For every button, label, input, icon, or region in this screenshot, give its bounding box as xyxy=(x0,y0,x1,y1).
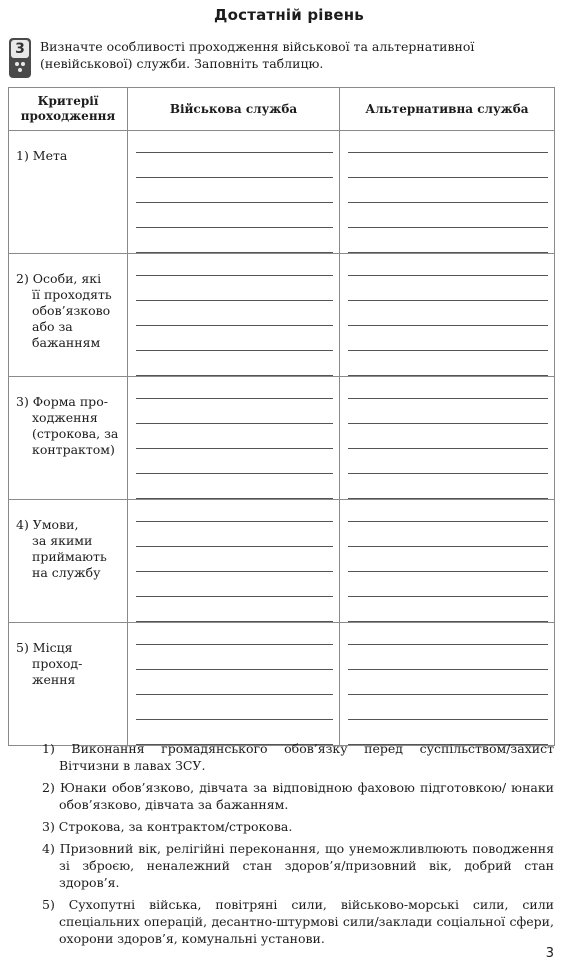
answer-line[interactable] xyxy=(348,645,548,670)
task-number-badge xyxy=(9,38,31,78)
page-number: 3 xyxy=(545,946,554,961)
criterion-text: 4) Умови, xyxy=(16,517,79,532)
answer-line[interactable] xyxy=(348,695,548,720)
answer-line[interactable] xyxy=(348,228,548,253)
answer-line[interactable] xyxy=(136,326,333,351)
answer-list xyxy=(42,740,554,952)
criterion-text: (строкова, за xyxy=(32,426,119,441)
answer-line[interactable] xyxy=(348,399,548,424)
criterion-cell xyxy=(9,500,128,623)
answer-line[interactable] xyxy=(136,399,333,424)
answer-line[interactable] xyxy=(136,695,333,720)
answer-line[interactable] xyxy=(348,670,548,695)
writing-lines xyxy=(340,377,554,499)
writing-lines xyxy=(340,500,554,622)
writing-lines xyxy=(340,254,554,376)
header-military-service: Військова служба xyxy=(128,88,340,131)
answer-line[interactable] xyxy=(136,178,333,203)
criterion-text: 5) Місця xyxy=(16,640,73,655)
criterion-text: ходження xyxy=(32,410,98,425)
criterion-text: контрактом) xyxy=(32,442,115,457)
answer-line[interactable] xyxy=(348,153,548,178)
answer-line[interactable] xyxy=(136,547,333,572)
criterion-text: 2) Особи, які xyxy=(16,271,102,286)
answer-line[interactable] xyxy=(348,449,548,474)
criterion-text: 1) Мета xyxy=(16,148,68,163)
answer-line[interactable] xyxy=(136,597,333,622)
writing-lines xyxy=(128,131,339,253)
criterion-text: бажанням xyxy=(32,335,101,350)
criterion-text: проход- xyxy=(32,656,83,671)
military-answer-cell[interactable] xyxy=(128,500,340,623)
answer-line[interactable] xyxy=(348,547,548,572)
answer-line[interactable] xyxy=(348,522,548,547)
answer-line[interactable] xyxy=(136,153,333,178)
table-row xyxy=(9,500,555,623)
military-answer-cell[interactable] xyxy=(128,131,340,254)
table-row xyxy=(9,254,555,377)
answer-item: 4) Призовний вік, релігійні переконання, що унеможливлюють поводження зі зброєю, неналежний стан здоров’я/призовний вік, добрий стан здоров’я. xyxy=(42,841,554,890)
military-answer-cell[interactable] xyxy=(128,623,340,746)
criterion-cell xyxy=(9,377,128,500)
answer-item: 2) Юнаки обов’язково, дівчата за відповідною фаховою підготовкою/ юнаки обов’язково, дівчата за бажанням. xyxy=(42,780,554,812)
writing-lines xyxy=(340,623,554,745)
alternative-answer-cell[interactable] xyxy=(340,377,555,500)
criterion-text: її проходять xyxy=(32,287,112,302)
task-number: 3 xyxy=(11,40,29,58)
table-row xyxy=(9,623,555,746)
table-row xyxy=(9,377,555,500)
answer-line[interactable] xyxy=(348,597,548,622)
answer-line[interactable] xyxy=(136,474,333,499)
answer-item: 5) Сухопутні війська, повітряні сили, військово-морські сили, сили спеціальних операцій, десантно-штурмові сили/заклади соціальної сфери, охорони здоров’я, комунальні установи. xyxy=(42,897,554,946)
criterion-cell xyxy=(9,131,128,254)
writing-lines xyxy=(128,254,339,376)
criterion-text: 3) Форма про- xyxy=(16,394,108,409)
answer-line[interactable] xyxy=(136,203,333,228)
criterion-text: або за xyxy=(32,319,73,334)
answer-line[interactable] xyxy=(136,522,333,547)
answer-line[interactable] xyxy=(348,351,548,376)
answer-line[interactable] xyxy=(136,228,333,253)
alternative-answer-cell[interactable] xyxy=(340,131,555,254)
answer-line[interactable] xyxy=(348,178,548,203)
answer-line[interactable] xyxy=(348,326,548,351)
answer-line[interactable] xyxy=(348,474,548,499)
table-header-row xyxy=(9,88,555,131)
task-instruction: Визначте особливості проходження військової та альтернативної (невійськової) служби. Заповніть таблицю. xyxy=(40,39,475,71)
writing-lines xyxy=(128,377,339,499)
answer-line[interactable] xyxy=(136,670,333,695)
answer-line[interactable] xyxy=(136,276,333,301)
answer-line[interactable] xyxy=(348,203,548,228)
answer-line[interactable] xyxy=(348,572,548,597)
writing-lines xyxy=(340,131,554,253)
criterion-cell xyxy=(9,623,128,746)
answer-line[interactable] xyxy=(348,424,548,449)
criterion-text: ження xyxy=(32,672,76,687)
header-alternative-service: Альтернативна служба xyxy=(340,88,555,131)
header-criteria: Критерії проходження xyxy=(9,88,128,131)
answer-line[interactable] xyxy=(136,351,333,376)
answer-line[interactable] xyxy=(136,424,333,449)
alternative-answer-cell[interactable] xyxy=(340,254,555,377)
criteria-table xyxy=(8,87,555,746)
answer-line[interactable] xyxy=(348,301,548,326)
alternative-answer-cell[interactable] xyxy=(340,623,555,746)
answer-line[interactable] xyxy=(348,276,548,301)
criterion-cell xyxy=(9,254,128,377)
answer-line[interactable] xyxy=(136,572,333,597)
criterion-text: за якими xyxy=(32,533,93,548)
writing-lines xyxy=(128,500,339,622)
criterion-text: приймають xyxy=(32,549,107,564)
page-title: Достатній рівень xyxy=(214,6,364,24)
answer-line[interactable] xyxy=(136,645,333,670)
answer-item: 1) Виконання громадянського обов’язку перед суспільством/захист Вітчизни в лавах ЗСУ. xyxy=(42,741,554,773)
criterion-text: на службу xyxy=(32,565,101,580)
alternative-answer-cell[interactable] xyxy=(340,500,555,623)
answer-item: 3) Строкова, за контрактом/строкова. xyxy=(42,819,293,834)
answer-line[interactable] xyxy=(136,301,333,326)
answer-line[interactable] xyxy=(136,449,333,474)
dots-icon xyxy=(9,58,31,76)
writing-lines xyxy=(128,623,339,745)
criterion-text: обов’язково xyxy=(32,303,111,318)
military-answer-cell[interactable] xyxy=(128,254,340,377)
table-row xyxy=(9,131,555,254)
military-answer-cell[interactable] xyxy=(128,377,340,500)
